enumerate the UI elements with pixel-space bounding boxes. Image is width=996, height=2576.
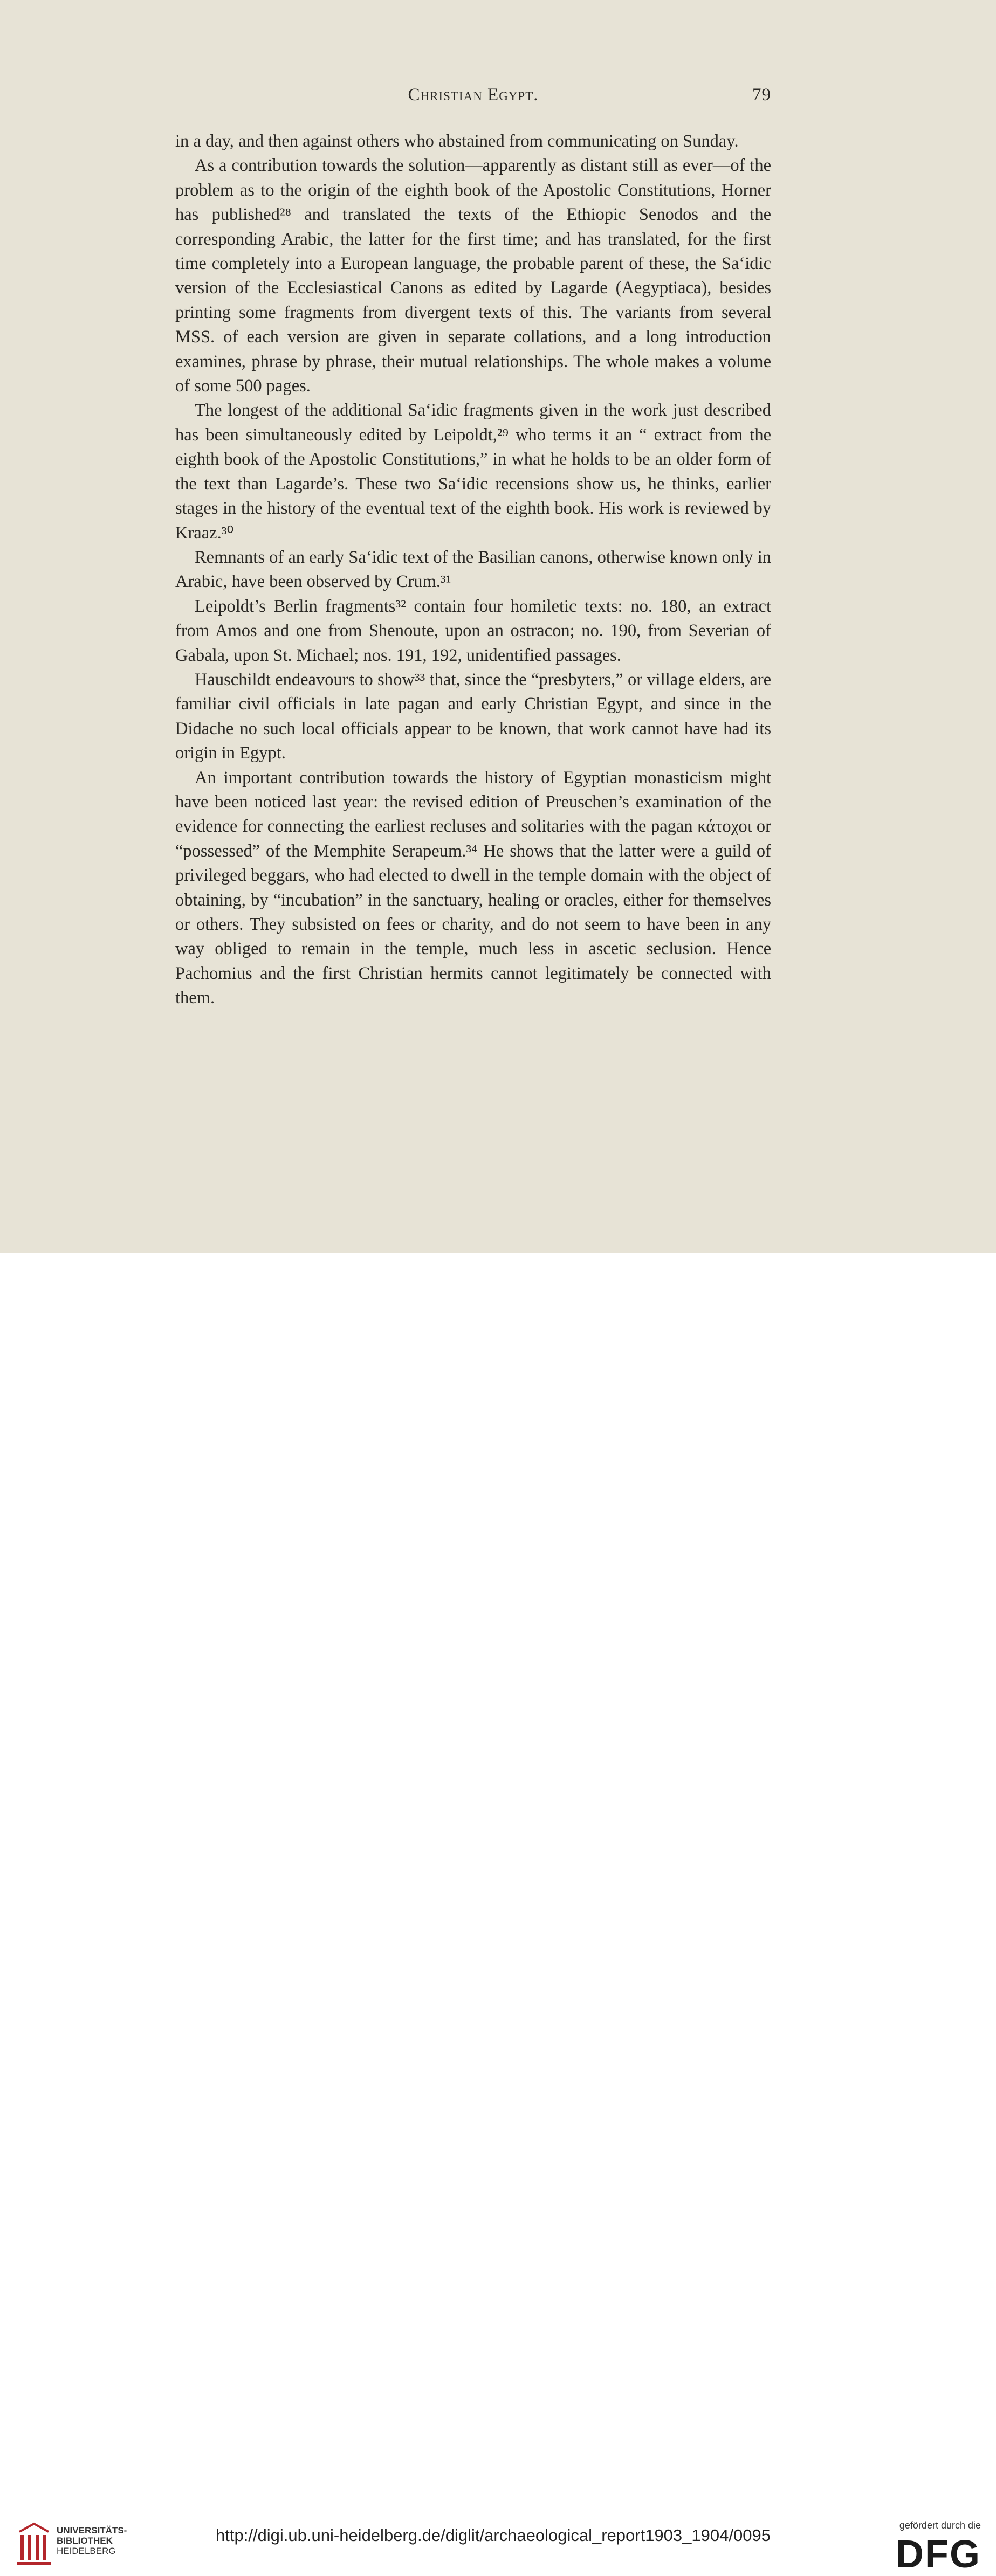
university-library-logo-icon — [15, 2521, 53, 2567]
paragraph: Hauschildt endeavours to show³³ that, since the “presbyters,” or village elders, are familiar civil officials in late pagan and early Christian Egypt, and since in the Didache no such local officials appear to be known, that work cannot have had its origin in Egypt. — [175, 669, 771, 763]
scanned-page — [0, 0, 996, 1253]
viewer-footer — [0, 1253, 996, 2576]
permalink-url[interactable]: http://digi.ub.uni-heidelberg.de/diglit/archaeological_report1903_1904/0095 — [216, 2526, 771, 2545]
page-number: 79 — [752, 85, 771, 105]
dfg-logo: DFG — [896, 2533, 981, 2576]
page-header — [175, 85, 771, 118]
paragraph: Remnants of an early Sa‘idic text of the Basilian canons, otherwise known only in Arabic, have been observed by Crum.³¹ — [175, 547, 771, 592]
body-text — [175, 129, 771, 1011]
paragraph: An important contribution towards the history of Egyptian monasticism might have been noticed last year: the revised edition of Preuschen’s examination of the evidence for connecting the earliest recluses and solitaries with the pagan κάτοχοι or “possessed” of the Memphite Serapeum.³⁴ He shows that the latter were a guild of privileged beggars, who had elected to dwell in the temple domain with the object of obtaining, by “incubation” in the sanctuary, healing or oracles, either for themselves or others. They subsisted on fees or charity, and do not seem to have been in any way obliged to remain in the temple, much less in ascetic seclusion. Hence Pachomius and the first Christian hermits cannot legitimately be connected with them. — [175, 768, 771, 1008]
paragraph: The longest of the additional Sa‘idic fragments given in the work just described has been simultaneously edited by Leipoldt,²⁹ who terms it an “ extract from the eighth book of the Apostolic Constitutions,” in what he holds to be an older form of the text than Lagarde’s. These two Sa‘idic recensions show us, he thinks, earlier stages in the history of the eventual text of the eighth book. His work is reviewed by Kraaz.³⁰ — [175, 400, 771, 543]
paragraph: As a contribution towards the solution—apparently as distant still as ever—of the problem as to the origin of the eighth book of the Apostolic Constitutions, Horner has published²⁸ and translated the texts of the Ethiopic Senodos and the corresponding Arabic, the latter for the first time; and has translated, for the first time completely into a European language, the probable parent of these, the Sa‘idic version of the Ecclesiastical Canons as edited by Lagarde (Aegyptiaca), besides printing some fragments from divergent texts of this. The variants from several MSS. of each version are given in separate collations, and a long introduction examines, phrase by phrase, their mutual relationships. The whole makes a volume of some 500 pages. — [175, 156, 771, 396]
library-name: UNIVERSITÄTS- BIBLIOTHEK HEIDELBERG — [57, 2525, 127, 2556]
paragraph: Leipoldt’s Berlin fragments³² contain four homiletic texts: no. 180, an extract from Amos and one from Shenoute, upon an ostracon; no. 190, from Severian of Gabala, upon St. Michael; nos. 191, 192, unidentified passages. — [175, 596, 771, 665]
funder-label: gefördert durch die — [899, 2520, 981, 2531]
paragraph: in a day, and then against others who abstained from communicating on Sunday. — [175, 132, 739, 151]
running-title: Christian Egypt. — [408, 85, 539, 105]
